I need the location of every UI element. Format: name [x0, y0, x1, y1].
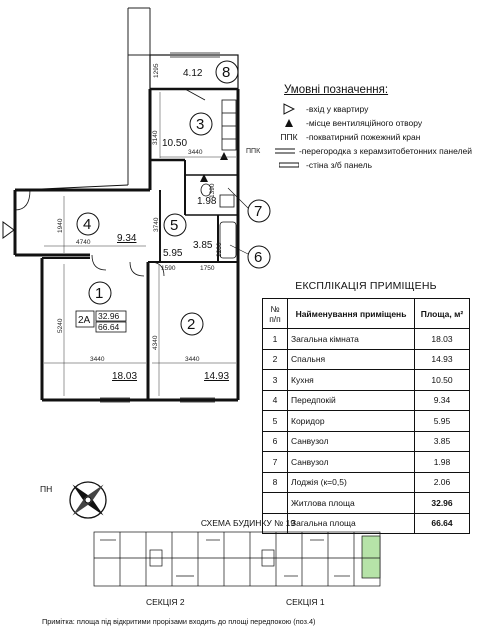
- row-no: 1: [263, 329, 288, 350]
- apartment-walls: [15, 55, 238, 400]
- thick-line-icon: [272, 162, 306, 168]
- vent-triangle-icon: [220, 152, 228, 160]
- entrance-triangle-icon: [3, 222, 14, 238]
- table-row: [263, 370, 470, 391]
- dim-3440-kitchen: 3440: [188, 149, 203, 156]
- row-area: 9.34: [415, 390, 470, 411]
- dim-3440-room1: 3440: [90, 356, 105, 363]
- room-circles: [77, 61, 270, 335]
- table-header-row: [263, 299, 470, 329]
- row-name: Кухня: [288, 370, 415, 391]
- row-area: 10.50: [415, 370, 470, 391]
- table-row: [263, 472, 470, 493]
- room-7-area: 1.98: [197, 196, 217, 207]
- room-1-number: 1: [95, 285, 104, 302]
- legend-item-wall: [272, 158, 472, 172]
- legend-ppk-text: -покватирний пожежний кран: [306, 132, 421, 142]
- compass-label: ПН: [40, 484, 53, 494]
- dim-1940: 1940: [57, 218, 64, 233]
- row-area: 1.98: [415, 452, 470, 473]
- compass-icon: [70, 482, 107, 519]
- legend-item-vent: [272, 116, 472, 130]
- row-area: 14.93: [415, 349, 470, 370]
- room-2-area: 14.93: [204, 371, 230, 382]
- room-4-area: 9.34: [117, 233, 137, 244]
- row-no: 6: [263, 431, 288, 452]
- row-no: 7: [263, 452, 288, 473]
- footnote: Примітка: площа під відкритими прорізами входить до площі передпокою (поз.4): [42, 617, 316, 626]
- row-name: Санвузол: [288, 452, 415, 473]
- room-3-number: 3: [196, 116, 205, 133]
- legend-item-ppk: [272, 130, 472, 144]
- explication: [262, 280, 470, 534]
- row-area: 18.03: [415, 329, 470, 350]
- total-label: Загальна площа: [288, 513, 415, 534]
- row-no: 8: [263, 472, 288, 493]
- row-name: Передпокій: [288, 390, 415, 411]
- room-5-number: 5: [170, 217, 179, 234]
- apartment-total-area: 66.64: [98, 322, 120, 332]
- living-label: Житлова площа: [288, 493, 415, 514]
- row-area: 2.06: [415, 472, 470, 493]
- legend-item-entrance: [272, 102, 472, 116]
- row-name: Загальна кімната: [288, 329, 415, 350]
- table-row: [263, 411, 470, 432]
- room-3-area: 10.50: [162, 138, 188, 149]
- explication-title: ЕКСПЛІКАЦІЯ ПРИМІЩЕНЬ: [295, 280, 437, 292]
- ppk-plan-label: ППК: [246, 148, 261, 155]
- dim-1750: 1750: [200, 265, 215, 272]
- table-row: [263, 452, 470, 473]
- row-name: Коридор: [288, 411, 415, 432]
- dim-3740: 3740: [153, 217, 160, 232]
- room-4-number: 4: [83, 216, 92, 233]
- scheme-title: СХЕМА БУДИНКУ № 19: [200, 518, 296, 528]
- kitchen-fixtures: [222, 100, 236, 150]
- apartment-type: 2А: [78, 315, 91, 326]
- header-no: № п/п: [263, 299, 288, 329]
- dim-4740: 4740: [76, 239, 91, 246]
- section-2-label: СЕКЦІЯ 2: [146, 597, 185, 607]
- header-area: Площа, м²: [415, 299, 470, 329]
- room-8-number: 8: [222, 64, 231, 81]
- triangle-filled-icon: [272, 118, 306, 128]
- dim-1295: 1295: [153, 63, 160, 78]
- living-value: 32.96: [415, 493, 470, 514]
- table-row: [263, 329, 470, 350]
- dim-1590: 1590: [161, 265, 176, 272]
- building-scheme: [94, 532, 380, 586]
- room-8-area: 4.12: [183, 68, 203, 79]
- living-empty-cell: [263, 493, 288, 514]
- row-name: Спальня: [288, 349, 415, 370]
- double-line-icon: [272, 148, 299, 154]
- legend-partition-text: -перегородка з керамзитобетонних панелей: [298, 146, 472, 156]
- total-value: 66.64: [415, 513, 470, 534]
- explication-table: [262, 298, 470, 534]
- dim-4340: 4340: [152, 335, 159, 350]
- row-no: 5: [263, 411, 288, 432]
- dim-2200: 2200: [216, 242, 223, 257]
- table-row: [263, 390, 470, 411]
- legend-item-partition: [272, 144, 472, 158]
- room-5-area: 5.95: [163, 248, 183, 259]
- room-2-number: 2: [187, 316, 196, 333]
- header-name: Найменування приміщень: [288, 299, 415, 329]
- ppk-symbol: ППК: [280, 132, 298, 142]
- row-name: Санвузол: [288, 431, 415, 452]
- legend: [272, 84, 472, 172]
- section-1-label: СЕКЦІЯ 1: [286, 597, 325, 607]
- row-name: Лоджія (к=0,5): [288, 472, 415, 493]
- dim-3440-room2: 3440: [185, 356, 200, 363]
- living-area-row: [263, 493, 470, 514]
- legend-entrance-text: -вхід у квартиру: [306, 104, 369, 114]
- stair-shaft: [128, 8, 150, 185]
- dim-3140: 3140: [152, 130, 159, 145]
- apartment-tag: [76, 311, 126, 332]
- row-no: 3: [263, 370, 288, 391]
- legend-title: Умовні позначення:: [284, 84, 389, 96]
- row-no: 4: [263, 390, 288, 411]
- row-no: 2: [263, 349, 288, 370]
- row-area: 5.95: [415, 411, 470, 432]
- room-6-number: 6: [254, 249, 263, 266]
- row-area: 3.85: [415, 431, 470, 452]
- table-row: [263, 431, 470, 452]
- dim-1390: 1390: [209, 183, 216, 198]
- dim-5240: 5240: [57, 318, 64, 333]
- table-row: [263, 349, 470, 370]
- legend-wall-text: -стіна з/б панель: [306, 160, 372, 170]
- room-1-area: 18.03: [112, 371, 138, 382]
- legend-vent-text: -місце вентиляційного отвору: [306, 118, 423, 128]
- room-7-number: 7: [254, 203, 263, 220]
- room-6-area: 3.85: [193, 240, 213, 251]
- apartment-living-area: 32.96: [98, 311, 120, 321]
- triangle-outline-icon: [272, 103, 306, 115]
